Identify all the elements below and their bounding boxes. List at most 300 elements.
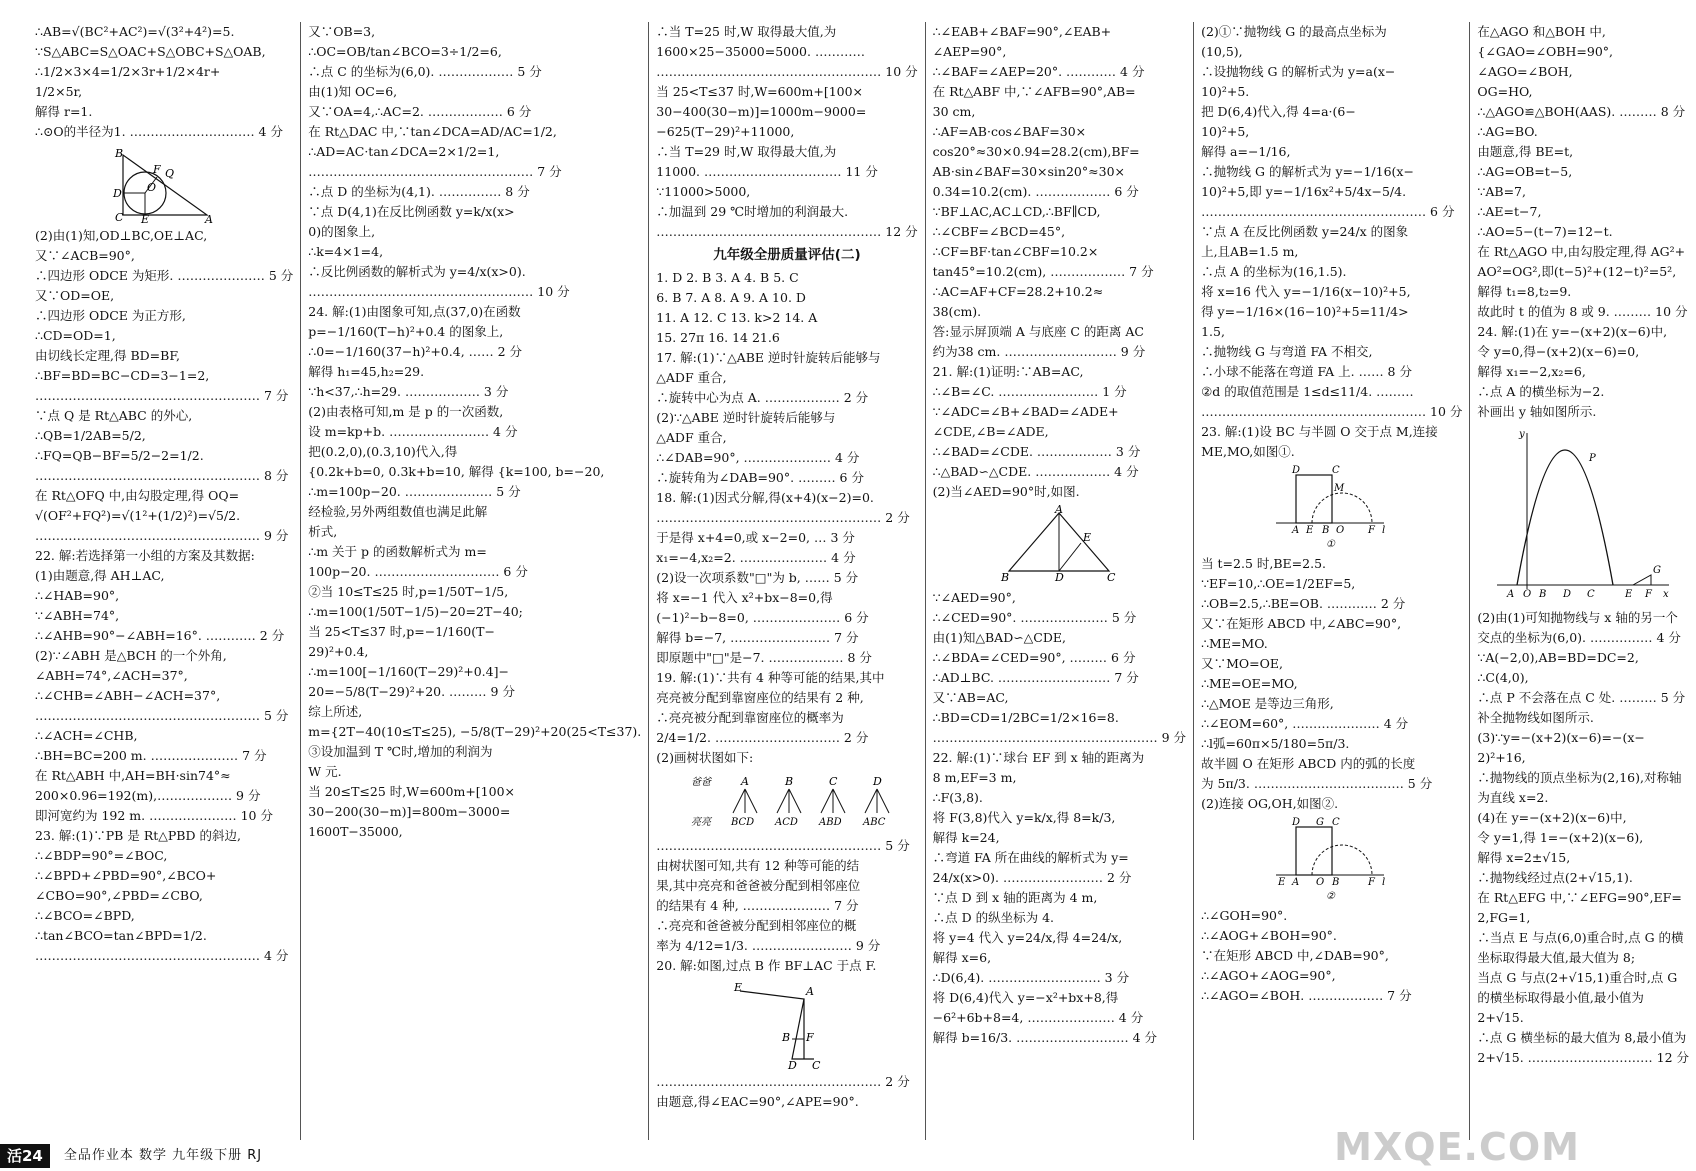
answer-line: ∵∠ABH=74°, — [35, 608, 120, 623]
answer-line: 解得 r=1. — [35, 104, 93, 119]
answer-line: m={2T−40(10≤T≤25), −5/8(T−29)²+20(25<T≤37). — [308, 724, 642, 739]
answer-line: 经检验,另外两组数值也满足此解 — [308, 504, 488, 519]
answer-line: ∵S△ABC=S△OAC+S△OBC+S△OAB, — [35, 44, 266, 59]
answer-line: 将 x=16 代入 y=−1/16(x−10)²+5, — [1201, 284, 1411, 299]
answer-line: ∴OC=OB/tan∠BCO=3÷1/2=6, — [308, 44, 502, 59]
tree-row-label: 亮亮 — [690, 817, 711, 828]
point-label: C — [1587, 589, 1595, 600]
tree-node: C — [828, 775, 838, 788]
tree-leaf: ABD — [818, 817, 842, 828]
answer-line: √(OF²+FQ²)=√(1²+(1/2)²)=√5/2. — [35, 508, 241, 523]
answer-line: ∴当点 E 与点(6,0)重合时,点 G 的横 — [1477, 930, 1684, 945]
answer-line: ∴∠ACH=∠CHB, — [35, 728, 138, 743]
answer-line: 当 t=2.5 时,BE=2.5. — [1201, 556, 1326, 571]
page-number: 活24 — [0, 1144, 50, 1168]
answer-line: (−1)²−b−8=0, ………………… 6 分 — [656, 610, 869, 625]
answer-line: ……………………………………………… 4 分 — [35, 948, 289, 963]
answer-line: 6. B 7. A 8. A 9. A 10. D — [656, 290, 806, 305]
answer-line: ∴设抛物线 G 的解析式为 y=a(x− — [1201, 64, 1396, 79]
answer-line: 解得 k=24, — [932, 830, 1000, 845]
answer-line: 为 5π/3. ……………………………… 5 分 — [1201, 776, 1433, 791]
figure-caption: ② — [1325, 891, 1335, 902]
answer-line: ……………………………………………… 10 分 — [1201, 404, 1463, 419]
answer-line: 1600T−35000, — [308, 824, 403, 839]
answer-line: 当 25<T≤37 时,W=600m+[100× — [656, 84, 864, 99]
answer-line: (2)①∵抛物线 G 的最高点坐标为 — [1201, 24, 1387, 39]
point-label: F — [1367, 877, 1375, 888]
answer-line: ∴点 C 的坐标为(6,0). ……………… 5 分 — [308, 64, 542, 79]
answer-line: 1600×25−35000=5000. ………… — [656, 44, 865, 59]
point-label: E — [141, 213, 150, 226]
answer-line: ……………………………………………… 9 分 — [932, 730, 1187, 745]
answer-line: 1/2×5r, — [35, 84, 83, 99]
point-label: O — [1335, 525, 1344, 536]
answer-line: ∴k=4×1=4, — [308, 244, 384, 259]
figure-tree — [656, 771, 917, 833]
answer-line: ∴点 G 横坐标的最大值为 8,最小值为 — [1477, 1030, 1687, 1045]
point-label: A — [1507, 589, 1515, 600]
point-label: A — [1291, 877, 1299, 888]
answer-line: ∴小球不能落在弯道 FA 上. …… 8 分 — [1201, 364, 1412, 379]
point-label: A — [1291, 525, 1299, 536]
answer-line: ∴抛物线经过点(2+√15,1). — [1477, 870, 1633, 885]
answer-line: (10,5), — [1201, 44, 1243, 59]
answer-line: (2)连接 OG,OH,如图②. — [1201, 796, 1339, 811]
point-label: Q — [165, 167, 175, 180]
answer-line: 析式, — [308, 524, 338, 539]
point-label: A — [805, 985, 814, 998]
point-label: D — [1563, 589, 1572, 600]
answer-line: 由题意,得∠EAC=90°,∠APE=90°. — [656, 1094, 859, 1109]
answer-line: 解得 a=−1/16, — [1201, 144, 1291, 159]
answer-line: ∴tan∠BCO=tan∠BPD=1/2. — [35, 928, 207, 943]
answer-line: 21. 解:(1)证明:∵AB=AC, — [932, 364, 1084, 379]
answer-line: 又∵OD=OE, — [35, 288, 115, 303]
answer-line: 的横坐标取得最小值,最小值为 — [1477, 990, 1644, 1005]
figure-semi2 — [1201, 817, 1462, 903]
answer-line: ……………………………………………… 10 分 — [656, 64, 918, 79]
answer-line: ∴∠BDP=90°=∠BOC, — [35, 848, 168, 863]
tree-leaf: BCD — [730, 817, 755, 828]
answer-line: 24. 解:(1)由图象可知,点(37,0)在函数 — [308, 304, 521, 319]
answer-line: ∠CDE,∠B=∠ADE, — [932, 424, 1049, 439]
answer-line: ∴l弧=60π×5/180=5π/3. — [1201, 736, 1350, 751]
answer-line: ∴反比例函数的解析式为 y=4/x(x>0). — [308, 264, 526, 279]
answer-columns — [28, 22, 1690, 1140]
tree-leaf: ACD — [774, 817, 798, 828]
answer-line: ∴抛物线的顶点坐标为(2,16),对称轴 — [1477, 770, 1682, 785]
answer-line: −625(T−29)²+11000, — [656, 124, 795, 139]
answer-line: (2)∵∠ABH 是△BCH 的一个外角, — [35, 648, 227, 663]
answer-line: ∴FQ=QB−BF=5/2−2=1/2. — [35, 448, 204, 463]
answer-line: 约为38 cm. ……………………… 9 分 — [932, 344, 1146, 359]
point-label: C — [811, 1059, 821, 1072]
answer-line: ……………………………………………… 5 分 — [35, 708, 289, 723]
answer-line: 综上所述, — [308, 704, 363, 719]
point-label: E — [733, 981, 742, 994]
figure-parab — [1477, 425, 1689, 605]
answer-line: 19. 解:(1)∵共有 4 种等可能的结果,其中 — [656, 670, 885, 685]
answer-line: 即原题中"□"是−7. ……………… 8 分 — [656, 650, 872, 665]
answer-line: ∵A(−2,0),AB=BD=DC=2, — [1477, 650, 1639, 665]
watermark: MXQE.COM — [1334, 1125, 1580, 1169]
answer-line: ∠AGO=∠BOH, — [1477, 64, 1573, 79]
answer-line: ②当 10≤T≤25 时,p=1/50T−1/5, — [308, 584, 509, 599]
answer-line: ∴抛物线 G 的解析式为 y=−1/16(x− — [1201, 164, 1414, 179]
point-label: D — [113, 187, 122, 200]
answer-line: 当 20≤T≤25 时,W=600m+[100× — [308, 784, 515, 799]
answer-line: △ADF 重合, — [656, 370, 727, 385]
point-label: A — [1055, 503, 1064, 516]
answer-line: ∵11000>5000, — [656, 184, 751, 199]
answer-line: ∴CD=OD=1, — [35, 328, 116, 343]
answer-line: ∴∠GOH=90°. — [1201, 908, 1288, 923]
tree-node: B — [784, 775, 794, 788]
answer-line: 即河宽约为 192 m. ………………… 10 分 — [35, 808, 273, 823]
answer-line: 2,FG=1, — [1477, 910, 1531, 925]
answer-line: ∴∠AOG+∠BOH=90°. — [1201, 928, 1337, 943]
answer-line: ……………………………………………… 6 分 — [1201, 204, 1455, 219]
point-label: D — [787, 1059, 797, 1072]
answer-line: 得 y=−1/16×(16−10)²+5=11/4> — [1201, 304, 1409, 319]
answer-line: cos20°≈30×0.94=28.2(cm),BF= — [932, 144, 1140, 159]
answer-line: 解得 h₁=45,h₂=29. — [308, 364, 425, 379]
answer-line: ∴∠B=∠C. …………………… 1 分 — [932, 384, 1127, 399]
answer-line: ……………………………………………… 5 分 — [656, 838, 910, 853]
answer-line: ∴CF=BF·tan∠CBF=10.2× — [932, 244, 1099, 259]
answer-line: 把 D(6,4)代入,得 4=a·(6− — [1201, 104, 1356, 119]
answer-line: ∴∠DAB=90°, ………………… 4 分 — [656, 450, 860, 465]
answer-line: 由(1)知 OC=6, — [308, 84, 398, 99]
answer-line: ∴当 T=25 时,W 取得最大值,为 — [656, 24, 837, 39]
answer-line: 22. 解:若选择第一小组的方案及其数据: — [35, 548, 255, 563]
answer-line: ∴∠HAB=90°, — [35, 588, 120, 603]
answer-line: 解得 x=2±√15, — [1477, 850, 1571, 865]
answer-line: ∴点 P 不会落在点 C 处. ……… 5 分 — [1477, 690, 1686, 705]
point-label: l — [1381, 525, 1385, 536]
answer-line: 由切线长定理,得 BD=BF, — [35, 348, 181, 363]
answer-line: ∴AG=BO. — [1477, 124, 1538, 139]
answer-line: (4)在 y=−(x+2)(x−6)中, — [1477, 810, 1627, 825]
answer-line: ∵∠ADC=∠B+∠BAD=∠ADE+ — [932, 404, 1119, 419]
answer-line: ∴⊙O的半径为1. ………………………… 4 分 — [35, 124, 283, 139]
answer-line: ……………………………………………… 2 分 — [656, 510, 910, 525]
answer-line: 又∵在矩形 ABCD 中,∠ABC=90°, — [1201, 616, 1402, 631]
answer-line: ∴BH=BC=200 m. ………………… 7 分 — [35, 748, 267, 763]
answer-line: ②d 的取值范围是 1≤d≤11/4. ……… — [1201, 384, 1414, 399]
point-label: C — [115, 211, 124, 224]
answer-line: ∵h<37,∴h=29. ……………… 3 分 — [308, 384, 509, 399]
answer-line: ……………………………………………… 8 分 — [35, 468, 289, 483]
answer-line: ∴点 D 的坐标为(4,1). …………… 8 分 — [308, 184, 530, 199]
answer-line: ∠CBO=90°,∠PBD=∠CBO, — [35, 888, 203, 903]
answer-line: ∴ME=MO. — [1201, 636, 1268, 651]
column-6 — [1470, 22, 1696, 1140]
point-label: y — [1519, 429, 1525, 440]
answer-line: 由题意,得 BE=t, — [1477, 144, 1574, 159]
answer-line: 于是得 x+4=0,或 x−2=0, … 3 分 — [656, 530, 855, 545]
answer-line: {∠GAO=∠OBH=90°, — [1477, 44, 1613, 59]
answer-line: (3)∵y=−(x+2)(x−6)=−(x− — [1477, 730, 1645, 745]
answer-line: ∴0=−1/160(37−h)²+0.4, …… 2 分 — [308, 344, 523, 359]
figure-semi1 — [1201, 465, 1462, 551]
answer-line: ∴1/2×3×4=1/2×3r+1/2×4r+ — [35, 64, 221, 79]
answer-line: 23. 解:(1)∵PB 是 Rt△PBD 的斜边, — [35, 828, 241, 843]
answer-line: ∴AD⊥BC. ……………………… 7 分 — [932, 670, 1139, 685]
answer-line: 又∵MO=OE, — [1201, 656, 1283, 671]
answer-line: ∴∠CED=90°. ………………… 5 分 — [932, 610, 1137, 625]
point-label: E — [1305, 525, 1314, 536]
answer-line: ∴∠BPD+∠PBD=90°,∠BCO+ — [35, 868, 217, 883]
point-label: D — [1291, 465, 1300, 476]
column-1 — [28, 22, 301, 1140]
answer-line: ∴AB=√(BC²+AC²)=√(3²+4²)=5. — [35, 24, 235, 39]
column-4 — [926, 22, 1194, 1140]
answer-line: ∴AC=AF+CF=28.2+10.2≈ — [932, 284, 1104, 299]
answer-line: ∴m=100[−1/160(T−29)²+0.4]− — [308, 664, 509, 679]
answer-line: 在 Rt△ABH 中,AH=BH·sin74°≈ — [35, 768, 231, 783]
answer-line: 30−400(30−m)]=1000m−9000= — [656, 104, 867, 119]
answer-line: OG=HO, — [1477, 84, 1533, 99]
answer-line: 在 Rt△EFG 中,∵∠EFG=90°,EF= — [1477, 890, 1682, 905]
answer-line: 补全抛物线如图所示. — [1477, 710, 1594, 725]
tree-node: A — [740, 775, 749, 788]
answer-line: ∴AD=AC·tan∠DCA=2×1/2=1, — [308, 144, 500, 159]
answer-line: 在△AGO 和△BOH 中, — [1477, 24, 1606, 39]
answer-line: 解得 b=−7, …………………… 7 分 — [656, 630, 859, 645]
answer-line: 将 x=−1 代入 x²+bx−8=0,得 — [656, 590, 833, 605]
answer-line: AB·sin∠BAF=30×sin20°≈30× — [932, 164, 1125, 179]
answer-line: ∴亮亮和爸爸被分配到相邻座位的概 — [656, 918, 857, 933]
figure-caption: ① — [1325, 539, 1335, 550]
answer-line: 果,其中亮亮和爸爸被分配到相邻座位 — [656, 878, 861, 893]
answer-line: 亮亮被分配到靠窗座位的结果有 2 种, — [656, 690, 864, 705]
answer-line: ∵点 A 在反比例函数 y=24/x 的图象 — [1201, 224, 1409, 239]
answer-line: 由(1)知△BAD∽△CDE, — [932, 630, 1066, 645]
answer-line: 10)²+5,即 y=−1/16x²+5/4x−5/4. — [1201, 184, 1407, 199]
answer-line: (2)∵△ABE 逆时针旋转后能够与 — [656, 410, 836, 425]
answer-line: 11. A 12. C 13. k>2 14. A — [656, 310, 818, 325]
answer-line: ∴∠AGO=∠BOH. ……………… 7 分 — [1201, 988, 1412, 1003]
answer-line: ……………………………………………… 12 分 — [656, 224, 918, 239]
answer-line: p=−1/160(T−h)²+0.4 的图象上, — [308, 324, 504, 339]
answer-line: 故此时 t 的值为 8 或 9. ……… 10 分 — [1477, 304, 1688, 319]
column-5 — [1194, 22, 1470, 1140]
point-label: C — [1107, 571, 1116, 584]
answer-line: ∴m 关于 p 的函数解析式为 m= — [308, 544, 487, 559]
answer-line: 30 cm, — [932, 104, 976, 119]
answer-line: 答:显示屏顶端 A 与底座 C 的距离 AC — [932, 324, 1144, 339]
point-label: O — [147, 181, 157, 194]
answer-line: 2/4=1/2. ………………………… 2 分 — [656, 730, 869, 745]
column-3 — [649, 22, 925, 1140]
answer-line: 令 y=1,得 1=−(x+2)(x−6), — [1477, 830, 1644, 845]
answer-line: 解得 x₁=−2,x₂=6, — [1477, 364, 1586, 379]
answer-line: ∵AB=7, — [1477, 184, 1526, 199]
point-label: F — [153, 163, 161, 176]
answer-line: ∴m=100p−20. ………………… 5 分 — [308, 484, 521, 499]
point-label: B — [1539, 589, 1547, 600]
answer-line: 8 m,EF=3 m, — [932, 770, 1017, 785]
answer-line: ∴点 A 的坐标为(16,1.5). — [1201, 264, 1347, 279]
point-label: B — [781, 1031, 791, 1044]
answer-line: (2)画树状图如下: — [656, 750, 754, 765]
answer-line: 17. 解:(1)∵△ABE 逆时针旋转后能够与 — [656, 350, 881, 365]
answer-line: W 元. — [308, 764, 342, 779]
answer-line: 29)²+0.4, — [308, 644, 369, 659]
answer-line: ∠AEP=90°, — [932, 44, 1007, 59]
answer-line: ∴AO=5−(t−7)=12−t. — [1477, 224, 1613, 239]
answer-line: 由树状图可知,共有 12 种等可能的结 — [656, 858, 860, 873]
answer-line: ∴△MOE 是等边三角形, — [1201, 696, 1334, 711]
answer-line: 又∵OB=3, — [308, 24, 376, 39]
answer-line: ∴△BAD∽△CDE. ……………… 4 分 — [932, 464, 1139, 479]
figure-tri20 — [656, 979, 917, 1072]
point-label: E — [1277, 877, 1286, 888]
answer-line: (2)由(1)可知抛物线与 x 轴的另一个 — [1477, 610, 1678, 625]
answer-line: 交点的坐标为(6,0). …………… 4 分 — [1477, 630, 1681, 645]
answer-line: ∴旋转角为∠DAB=90°. ……… 6 分 — [656, 470, 864, 485]
answer-line: ∴四边形 ODCE 为正方形, — [35, 308, 186, 323]
point-label: F — [805, 1031, 814, 1044]
point-label: l — [1381, 877, 1385, 888]
answer-line: ∴OB=2.5,∴BE=OB. ………… 2 分 — [1201, 596, 1406, 611]
answer-line: 设 m=kp+b. …………………… 4 分 — [308, 424, 518, 439]
answer-line: ∴当 T=29 时,W 取得最大值,为 — [656, 144, 837, 159]
answer-line: 11000. …………………………… 11 分 — [656, 164, 878, 179]
answer-line: △ADF 重合, — [656, 430, 727, 445]
answer-line: 22. 解:(1)∵球台 EF 到 x 轴的距离为 — [932, 750, 1145, 765]
answer-line: 补画出 y 轴如图所示. — [1477, 404, 1597, 419]
answer-line: ∴AG=OB=t−5, — [1477, 164, 1573, 179]
point-label: B — [1331, 877, 1340, 888]
answer-line: 又∵∠ACB=90°, — [35, 248, 135, 263]
answer-line: ∴m=100(1/50T−1/5)−20=2T−40; — [308, 604, 523, 619]
answer-line: ∵在矩形 ABCD 中,∠DAB=90°, — [1201, 948, 1389, 963]
point-label: M — [1333, 483, 1344, 494]
answer-line: ∴∠BCO=∠BPD, — [35, 908, 135, 923]
answer-line: (2)设一次项系数"□"为 b, …… 5 分 — [656, 570, 859, 585]
answer-line: ∴∠EOM=60°, ………………… 4 分 — [1201, 716, 1409, 731]
point-label: B — [1001, 571, 1010, 584]
answer-line: 20. 解:如图,过点 B 作 BF⊥AC 于点 F. — [656, 958, 877, 973]
answer-line: (2)由(1)知,OD⊥BC,OE⊥AC, — [35, 228, 208, 243]
answer-line: 2+√15. — [1477, 1010, 1524, 1025]
answer-line: x₁=−4,x₂=2. ………………… 4 分 — [656, 550, 856, 565]
answer-line: 在 Rt△DAC 中,∵tan∠DCA=AD/AC=1/2, — [308, 124, 557, 139]
answer-line: ∴点 D 的纵坐标为 4. — [932, 910, 1055, 925]
answer-line: ……………………………………………… 9 分 — [35, 528, 289, 543]
answer-line: ∴BD=CD=1/2BC=1/2×16=8. — [932, 710, 1119, 725]
answer-line: ∴点 A 的横坐标为−2. — [1477, 384, 1605, 399]
answer-line: ∠ABH=74°,∠ACH=37°, — [35, 668, 188, 683]
point-label: O — [1315, 877, 1324, 888]
figure-tri21 — [933, 505, 1186, 585]
answer-line: (1)由题意,得 AH⊥AC, — [35, 568, 165, 583]
answer-line: tan45°=10.2(cm), ……………… 7 分 — [932, 264, 1154, 279]
answer-line: ∴D(6,4). ……………………… 3 分 — [932, 970, 1130, 985]
answer-line: ∴抛物线 G 与弯道 FA 不相交, — [1201, 344, 1373, 359]
answer-line: 24. 解:(1)在 y=−(x+2)(x−6)中, — [1477, 324, 1668, 339]
answer-line: 解得 t₁=8,t₂=9. — [1477, 284, 1572, 299]
answer-line: ∴C(4,0), — [1477, 670, 1529, 685]
answer-line: ∴∠BAF=∠AEP=20°. ………… 4 分 — [932, 64, 1145, 79]
answer-line: ∴∠BAD=∠CDE. ……………… 3 分 — [932, 444, 1141, 459]
answer-line: 解得 b=16/3. ……………………… 4 分 — [932, 1030, 1158, 1045]
answer-line: ……………………………………………… 7 分 — [308, 164, 562, 179]
point-label: D — [1291, 817, 1300, 828]
answer-line: 在 Rt△AGO 中,由勾股定理,得 AG²+ — [1477, 244, 1686, 259]
answer-line: ∵EF=10,∴OE=1/2EF=5, — [1201, 576, 1356, 591]
answer-line: 在 Rt△OFQ 中,由勾股定理,得 OQ= — [35, 488, 240, 503]
answer-line: 的结果有 4 种, ………………… 7 分 — [656, 898, 859, 913]
answer-line: 当 25<T≤37 时,p=−1/160(T− — [308, 624, 495, 639]
answer-line: 解得 x=6, — [932, 950, 992, 965]
answer-line: 当点 G 与点(2+√15,1)重合时,点 G — [1477, 970, 1678, 985]
section-heading: 九年级全册质量评估(二) — [713, 247, 861, 263]
answer-line: 15. 27π 16. 14 21.6 — [656, 330, 780, 345]
answer-line: 20=−5/8(T−29)²+20. ……… 9 分 — [308, 684, 515, 699]
answer-line: ∴四边形 ODCE 为矩形. ………………… 5 分 — [35, 268, 294, 283]
answer-line: ∴∠EAB+∠BAF=90°,∠EAB+ — [932, 24, 1112, 39]
answer-line: ∴∠CBF=∠BCD=45°, — [932, 224, 1066, 239]
answer-line: ∴弯道 FA 所在曲线的解析式为 y= — [932, 850, 1129, 865]
answer-line: ∴∠AGO+∠AOG=90°, — [1201, 968, 1336, 983]
answer-line: ∵点 Q 是 Rt△ABC 的外心, — [35, 408, 193, 423]
page-footer — [0, 1141, 420, 1171]
book-title: 全品作业本 数学 九年级下册 RJ — [63, 1148, 263, 1163]
point-label: O — [1523, 589, 1532, 600]
answer-line: ∴AF=AB·cos∠BAF=30× — [932, 124, 1087, 139]
answer-line: 上,且AB=1.5 m, — [1201, 244, 1299, 259]
answer-line: AO²=OG²,即(t−5)²+(12−t)²=5², — [1477, 264, 1677, 279]
tree-row-label: 爸爸 — [690, 777, 711, 788]
answer-line: (2)由表格可知,m 是 p 的一次函数, — [308, 404, 504, 419]
answer-line: ∴QB=1/2AB=5/2, — [35, 428, 146, 443]
answer-line: ME,MO,如图①. — [1201, 444, 1295, 459]
point-label: F — [1645, 589, 1653, 600]
answer-line: 2)²+16, — [1477, 750, 1526, 765]
answer-line: ③设加温到 T ℃时,增加的利润为 — [308, 744, 493, 759]
answer-line: 2+√15. ………………………… 12 分 — [1477, 1050, 1690, 1065]
answer-line: 24/x(x>0). …………………… 2 分 — [932, 870, 1132, 885]
answer-line: 把(0.2,0),(0.3,10)代入,得 — [308, 444, 458, 459]
answer-line: 为直线 x=2. — [1477, 790, 1549, 805]
answer-line: ∴F(3,8). — [932, 790, 983, 805]
answer-line: ∴BF=BD=BC−CD=3−1=2, — [35, 368, 210, 383]
answer-line: 100p−20. ………………………… 6 分 — [308, 564, 528, 579]
answer-line: 0.34=10.2(cm). ……………… 6 分 — [932, 184, 1139, 199]
figure-circle_tri — [35, 145, 293, 226]
answer-line: 38(cm). — [932, 304, 982, 319]
answer-line: 1.5, — [1201, 324, 1225, 339]
tree-node: D — [872, 775, 882, 788]
answer-line: ∵∠AED=90°, — [932, 590, 1016, 605]
answer-line: 故半圆 O 在矩形 ABCD 内的弧的长度 — [1201, 756, 1416, 771]
answer-line: −6²+6b+8=4, ………………… 4 分 — [932, 1010, 1144, 1025]
answer-line: (2)当∠AED=90°时,如图. — [932, 484, 1080, 499]
answer-line: ∴AE=t−7, — [1477, 204, 1542, 219]
answer-line: 又∵AB=AC, — [932, 690, 1009, 705]
answer-line: ∵点 D(4,1)在反比例函数 y=k/x(x> — [308, 204, 515, 219]
answer-line: 10)²+5. — [1201, 84, 1250, 99]
column-2 — [301, 22, 649, 1140]
answer-line: 200×0.96=192(m),……………… 9 分 — [35, 788, 261, 803]
answer-line: 1. D 2. B 3. A 4. B 5. C — [656, 270, 799, 285]
answer-line: 在 Rt△ABF 中,∵∠AFB=90°,AB= — [932, 84, 1136, 99]
point-label: E — [1625, 589, 1633, 600]
answer-line: 又∵OA=4,∴AC=2. ……………… 6 分 — [308, 104, 532, 119]
